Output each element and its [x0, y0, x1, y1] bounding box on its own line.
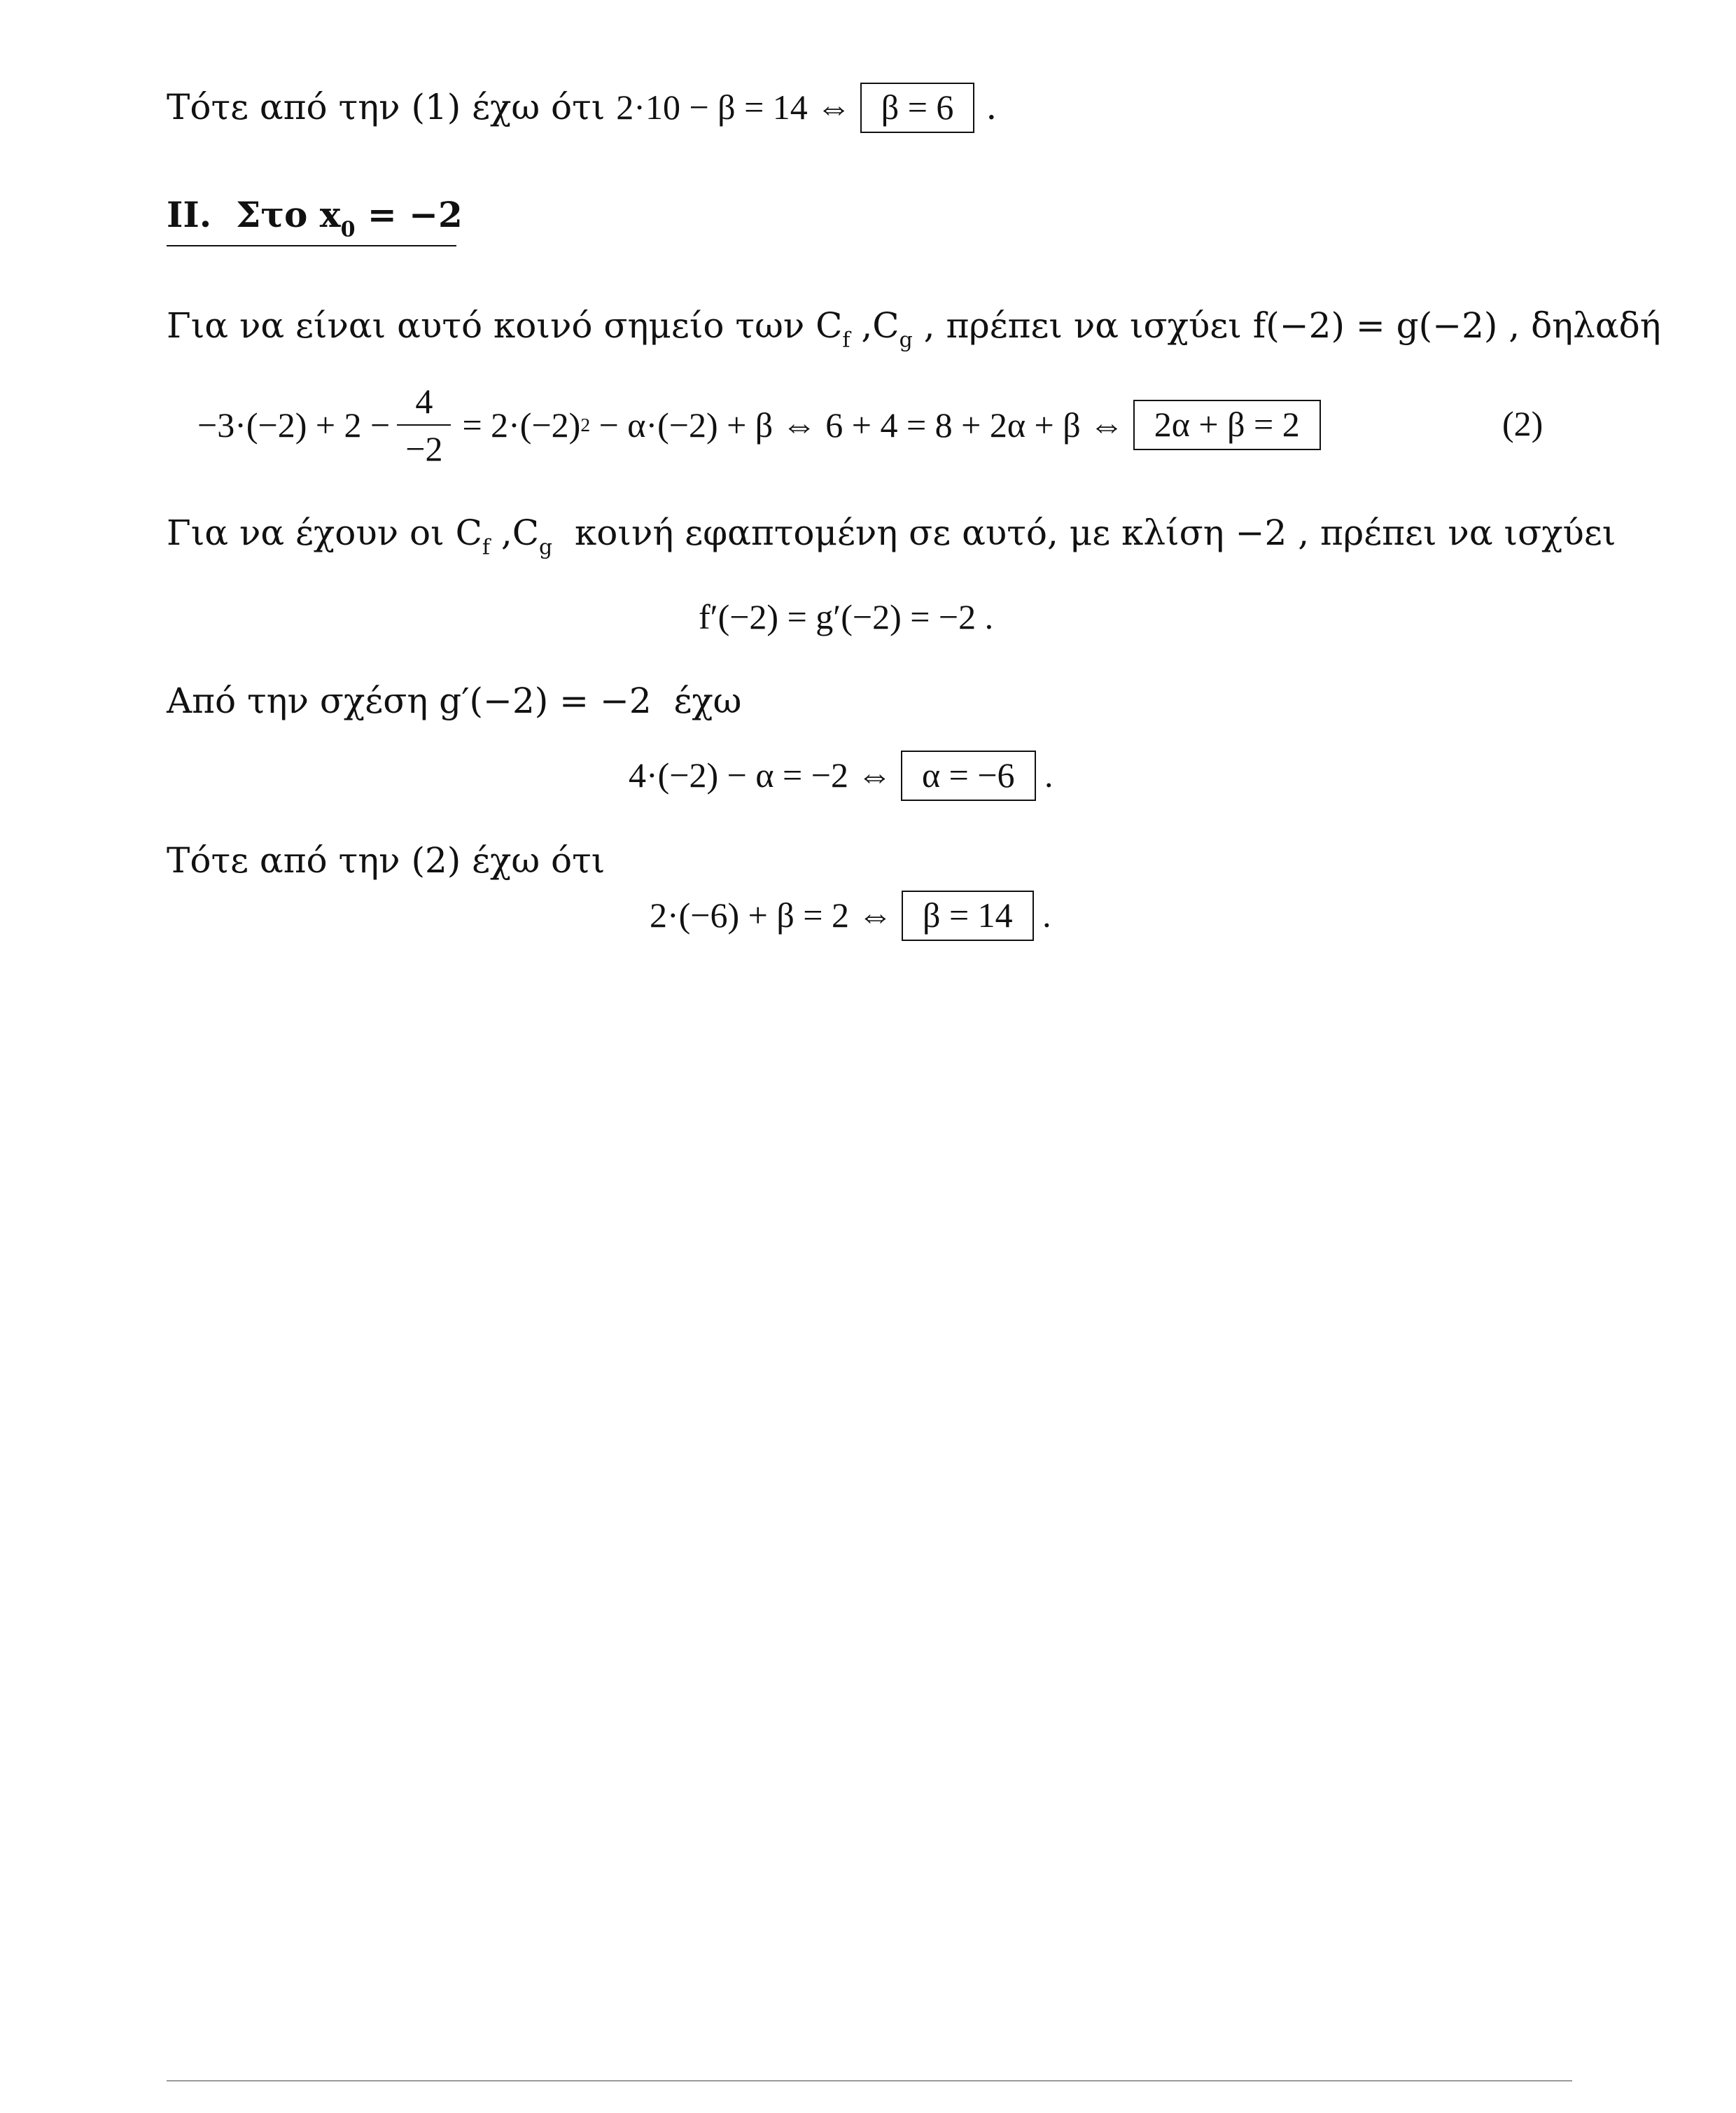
equation-beta: [650, 891, 1051, 941]
boxed-result-alpha: α = −6: [901, 751, 1036, 801]
eq1-mid: = 2·(−2): [462, 405, 581, 445]
subscript: g: [539, 535, 553, 560]
eq4-end: .: [1033, 895, 1051, 935]
heading-subscript: 0: [340, 217, 356, 242]
heading-tail: = −2: [355, 194, 463, 235]
line5-part: Για να έχουν οι C: [167, 512, 482, 553]
boxed-result-eq2: 2α + β = 2: [1133, 400, 1321, 450]
eq4-math: 2·(−6) + β = 2 ⇔: [650, 895, 902, 935]
fraction-denominator: −2: [397, 424, 451, 466]
line5-part: κοινή εφαπτομένη σε αυτό, με κλίση −2 , πρέπει να ισχύει: [552, 512, 1616, 553]
text-line: [167, 512, 1616, 560]
line3-part: ,C: [850, 305, 899, 346]
heading-number: ΙΙ.: [167, 194, 212, 235]
footer-rule: [167, 2080, 1572, 2081]
heading-text: Στο x: [236, 194, 341, 235]
equation-tag: (2): [1502, 404, 1544, 443]
eq1-left: −3·(−2) + 2 −: [197, 405, 391, 445]
fraction: [397, 384, 451, 466]
line1-math: 2·10 − β = 14 ⇔: [616, 88, 860, 127]
text-line: Από την σχέση g′(−2) = −2 έχω: [167, 681, 742, 721]
subscript: f: [842, 328, 850, 353]
equation-alpha: [629, 751, 1054, 801]
heading-underline: [167, 245, 456, 246]
equation-1: [197, 384, 1321, 466]
eq3-end: .: [1035, 755, 1054, 795]
subscript: f: [482, 535, 490, 560]
eq1-right: − α·(−2) + β ⇔ 6 + 4 = 8 + 2α + β ⇔: [590, 405, 1133, 445]
equation-derivatives: f′(−2) = g′(−2) = −2 .: [699, 597, 994, 636]
section-heading: [167, 194, 463, 242]
text-line: Τότε από την (2) έχω ότι: [167, 840, 606, 881]
line3-part: Για να είναι αυτό κοινό σημείο των C: [167, 305, 843, 346]
boxed-result-beta: β = 6: [860, 83, 975, 133]
boxed-result-beta-14: β = 14: [902, 891, 1034, 941]
line5-part: ,C: [489, 512, 540, 553]
text-line: [167, 305, 1661, 353]
line1-text: Τότε από την (1) έχω ότι: [167, 87, 617, 127]
superscript: 2: [580, 414, 591, 436]
eq3-math: 4·(−2) − α = −2 ⇔: [629, 755, 901, 795]
text-line: [167, 83, 997, 133]
line3-part: , πρέπει να ισχύει f(−2) = g(−2) , δηλαδή: [912, 305, 1661, 346]
line1-end: .: [974, 87, 997, 127]
fraction-numerator: 4: [415, 382, 433, 421]
subscript: g: [899, 328, 913, 353]
